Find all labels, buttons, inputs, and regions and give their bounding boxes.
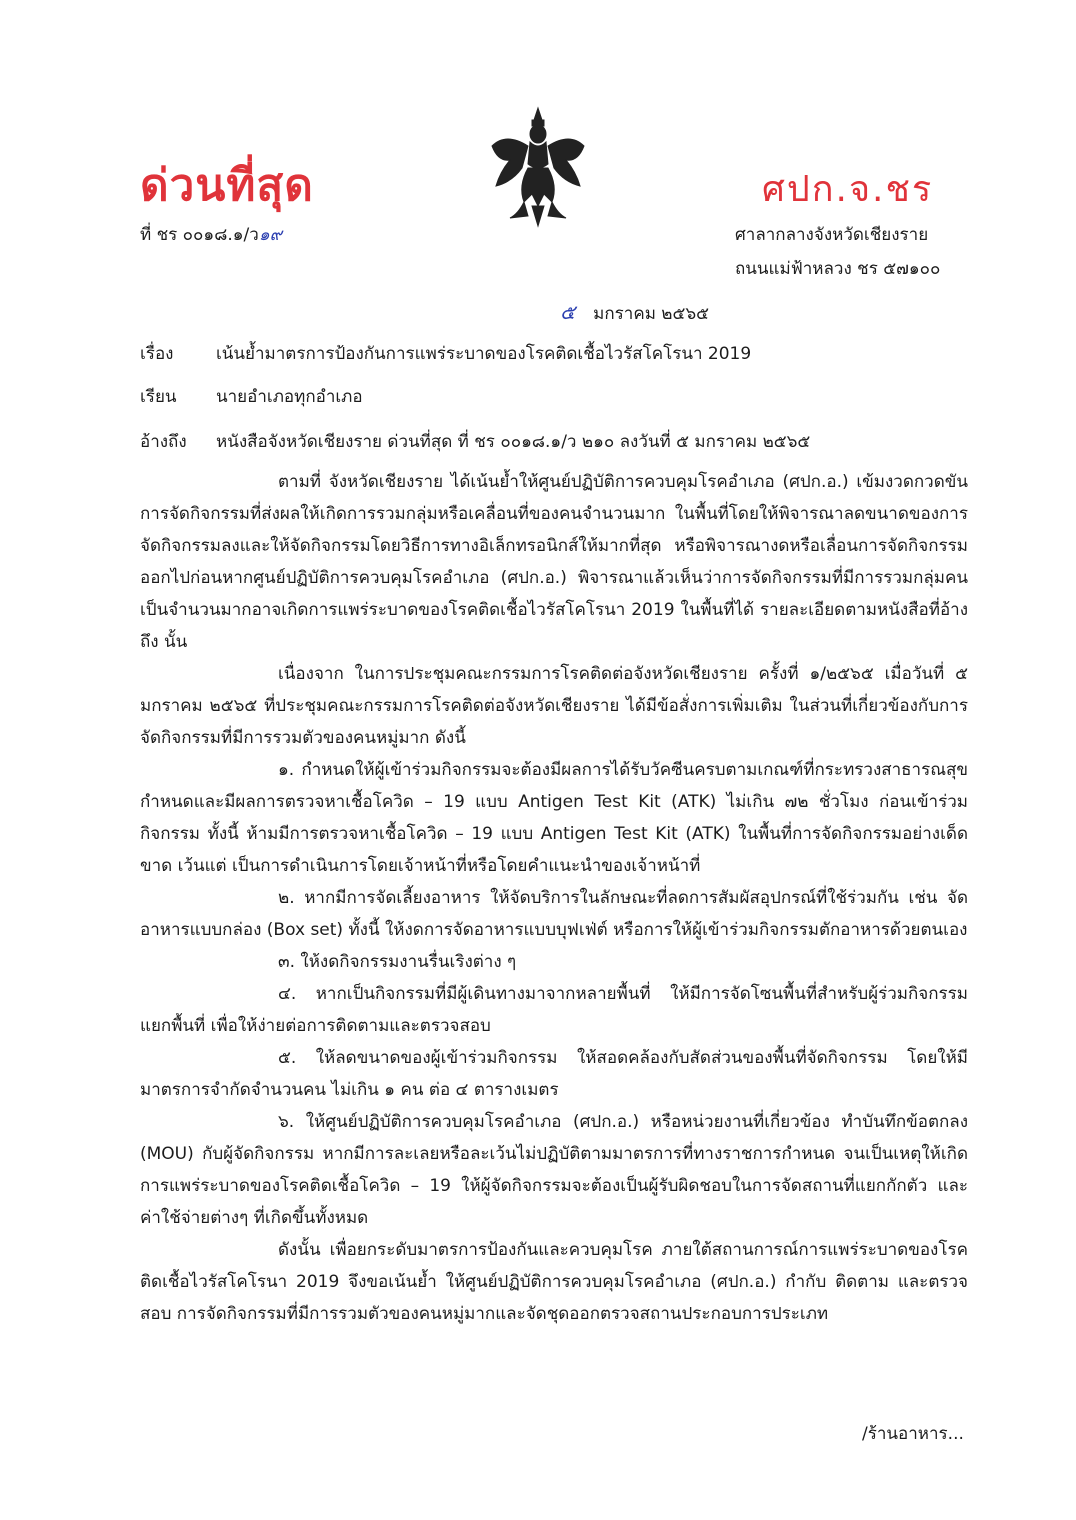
paragraph: เนื่องจาก ในการประชุมคณะกรรมการโรคติดต่อจังหวัดเชียงราย ครั้งที่ ๑/๒๕๖๕ เมื่อวันที่ ๕ มกราคม ๒๕๖๕ ที่ประชุมคณะกรรมการโรคติดต่อจังหวัดเชียงราย ได้มีข้อสั่งการเพิ่มเติม ในส่วนที่เกี่ยวข้องกับการจัดกิจกรรมที่มีการรวมตัวของคนหมู่มาก ดังนี้ <box>140 664 968 748</box>
office-code-stamp: ศปก.จ.ชร <box>762 169 934 210</box>
recipient-label: เรียน <box>140 387 177 407</box>
subject-line <box>140 340 751 367</box>
recipient-text: นายอำเภอทุกอำเภอ <box>216 387 363 407</box>
date-day-handwritten: ๕ <box>560 300 576 324</box>
document-date <box>560 296 709 328</box>
document-number <box>140 221 282 248</box>
document-number-handwritten: ๑๙ <box>258 225 283 245</box>
address-line-1: ศาลากลางจังหวัดเชียงราย <box>735 225 929 245</box>
document-number-prefix: ที่ ชร ๐๐๑๘.๑/ว <box>140 225 259 245</box>
paragraph: ๕. ให้ลดขนาดของผู้เข้าร่วมกิจกรรม ให้สอดคล้องกับสัดส่วนของพื้นที่จัดกิจกรรม โดยให้มีมาตรการจำกัดจำนวนคน ไม่เกิน ๑ คน ต่อ ๔ ตารางเมตร <box>140 1048 968 1100</box>
reference-label: อ้างถึง <box>140 432 187 452</box>
paragraph: ๒. หากมีการจัดเลี้ยงอาหาร ให้จัดบริการในลักษณะที่ลดการสัมผัสอุปกรณ์ที่ใช้ร่วมกัน เช่น จัดอาหารแบบกล่อง (Box set) ทั้งนี้ ให้งดการจัดอาหารแบบบุฟเฟ่ต์ หรือการให้ผู้เข้าร่วมกิจกรรมตักอาหารด้วยตนเอง <box>140 888 968 940</box>
date-month-year: มกราคม ๒๕๖๕ <box>593 304 710 324</box>
paragraph: ๔. หากเป็นกิจกรรมที่มีผู้เดินทางมาจากหลายพื้นที่ ให้มีการจัดโซนพื้นที่สำหรับผู้ร่วมกิจกรรม แยกพื้นที่ เพื่อให้ง่ายต่อการติดตามและตรวจสอบ <box>140 984 968 1036</box>
recipient-line <box>140 383 363 410</box>
garuda-emblem-icon <box>488 102 588 232</box>
paragraph: ดังนั้น เพื่อยกระดับมาตรการป้องกันและควบคุมโรค ภายใต้สถานการณ์การแพร่ระบาดของโรคติดเชื้อไวรัสโคโรนา 2019 จึงขอเน้นย้ำ ให้ศูนย์ปฏิบัติการควบคุมโรคอำเภอ (ศปก.อ.) กำกับ ติดตาม และตรวจสอบ การจัดกิจกรรมที่มีการรวมตัวของคนหมู่มากและจัดชุดออกตรวจสถานประกอบการประเภท <box>140 1240 968 1324</box>
paragraph: ตามที่ จังหวัดเชียงราย ได้เน้นย้ำให้ศูนย์ปฏิบัติการควบคุมโรคอำเภอ (ศปก.อ.) เข้มงวดกวดขันการจัดกิจกรรมที่ส่งผลให้เกิดการรวมกลุ่มหรือเคลื่อนที่ของคนจำนวนมาก ในพื้นที่โดยให้พิจารณาลดขนาดของการจัดกิจกรรมลงและให้จัดกิจกรรมโดยวิธีการทางอิเล็กทรอนิกส์ให้มากที่สุด หรือพิจารณางดหรือเลื่อนการจัดกิจกรรมออกไปก่อนหากศูนย์ปฏิบัติการควบคุมโรคอำเภอ (ศปก.อ.) พิจารณาแล้วเห็นว่าการจัดกิจกรรมที่มีการรวมกลุ่มคนเป็นจำนวนมากอาจเกิดการแพร่ระบาดของโรคติดเชื้อไวรัสโคโรนา 2019 ในพื้นที่ได้ รายละเอียดตามหนังสือที่อ้างถึง นั้น <box>140 472 968 652</box>
reference-line <box>140 428 810 455</box>
address-line-2: ถนนแม่ฟ้าหลวง ชร ๕๗๑๐๐ <box>735 259 941 279</box>
paragraph: ๓. ให้งดกิจกรรมงานรื่นเริงต่าง ๆ <box>278 952 517 972</box>
paragraph: ๑. กำหนดให้ผู้เข้าร่วมกิจกรรมจะต้องมีผลการได้รับวัคซีนครบตามเกณฑ์ที่กระทรวงสาธารณสุขกำหนดและมีผลการตรวจหาเชื้อโควิด – 19 แบบ Antigen Test Kit (ATK) ไม่เกิน ๗๒ ชั่วโมง ก่อนเข้าร่วมกิจกรรม ทั้งนี้ ห้ามมีการตรวจหาเชื้อโควิด – 19 แบบ Antigen Test Kit (ATK) ในพื้นที่การจัดกิจกรรมอย่างเด็ดขาด เว้นแต่ เป็นการดำเนินการโดยเจ้าหน้าที่หรือโดยคำแนะนำของเจ้าหน้าที่ <box>140 760 968 876</box>
paragraph: ๖. ให้ศูนย์ปฏิบัติการควบคุมโรคอำเภอ (ศปก.อ.) หรือหน่วยงานที่เกี่ยวข้อง ทำบันทึกข้อตกลง (MOU) กับผู้จัดกิจกรรม หากมีการละเลยหรือละเว้นไม่ปฏิบัติตามมาตรการที่ทางราชการกำหนด จนเป็นเหตุให้เกิดการแพร่ระบาดของโรคติดเชื้อโควิด – 19 ให้ผู้จัดกิจกรรมจะต้องเป็นผู้รับผิดชอบในการจัดสถานที่แยกกักตัว และค่าใช้จ่ายต่างๆ ที่เกิดขึ้นทั้งหมด <box>140 1112 968 1228</box>
letter-body <box>140 466 968 1330</box>
subject-label: เรื่อง <box>140 344 174 364</box>
urgency-stamp: ด่วนที่สุด <box>140 160 314 211</box>
reference-text: หนังสือจังหวัดเชียงราย ด่วนที่สุด ที่ ชร ๐๐๑๘.๑/ว ๒๑๐ ลงวันที่ ๕ มกราคม ๒๕๖๕ <box>216 432 811 452</box>
continuation-note: /ร้านอาหาร... <box>862 1424 964 1444</box>
subject-text: เน้นย้ำมาตรการป้องกันการแพร่ระบาดของโรคติดเชื้อไวรัสโคโรนา 2019 <box>216 344 752 364</box>
